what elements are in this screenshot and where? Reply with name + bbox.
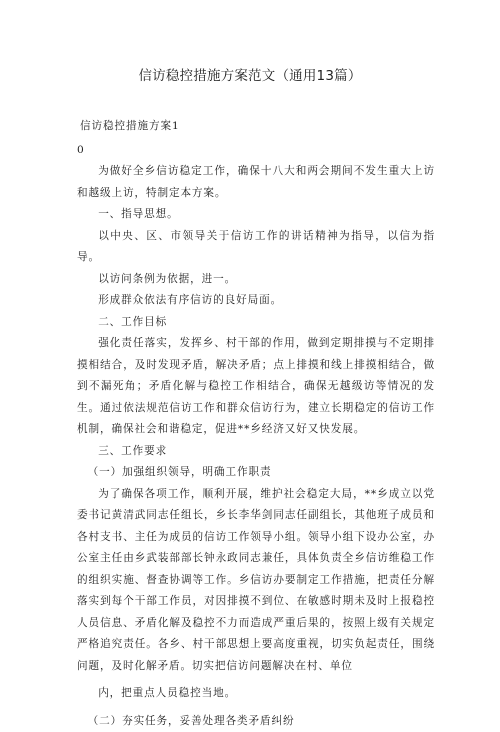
heading-work-requirements: 三、工作要求: [77, 441, 435, 463]
paragraph-organization: 为了确保各项工作，顺利开展，维护社会稳定大局，**乡成立以党委书记黄清武同志任组长，乡长李华剑同志任副组长，其他班子成员和各村支书、主任为成员的信访工作领导小组。领导小组下设办公室，办公室主任由乡武装部部长钟永政同志兼任，具体负责全乡信访维稳工作的组织实施、督查协调等工作。乡信访办要制定工作措施，把责任分解落实到每个干部工作员，对因排摸不到位、在敏感时期未及时上报稳控人员信息、矛盾化解及稳控不力而造成严重后果的，按照上级有关规定严格追究责任。各乡、村干部思想上要高度重视，切实负起责任，围绕问题，及时化解矛盾。切实把信访问题解决在村、单位: [77, 484, 435, 678]
subheading-tasks: （二）夯实任务，妥善处理各类矛盾纠纷: [77, 711, 435, 732]
paragraph-stabilize: 内，把重点人员稳控当地。: [77, 683, 435, 705]
section-heading: 信访稳控措施方案1: [80, 116, 435, 138]
heading-guiding-ideology: 一、指导思想。: [77, 204, 435, 226]
subheading-organization: （一）加强组织领导，明确工作职责: [77, 462, 435, 484]
paragraph-goals: 强化责任落实，发挥乡、村干部的作用，做到定期排摸与不定期排摸相结合，及时发现矛盾，解决矛盾；点上排摸和线上排摸相结合，做到不漏死角；矛盾化解与稳控工作相结合，确保无越级访等情况的发生。通过依法规范信访工作和群众信访行为，建立长期稳定的信访工作机制，确保社会和谐稳定，促进**乡经济又好又快发展。: [77, 333, 435, 441]
heading-work-goals: 二、工作目标: [77, 312, 435, 334]
document-title: 信访稳控措施方案范文（通用13篇）: [0, 64, 500, 84]
paragraph-regulation: 以访问条例为依据，进一。: [77, 269, 435, 291]
paragraph-intro: 为做好全乡信访稳定工作，确保十八大和两会期间不发生重大上访和越级上访，特制定本方案。: [77, 161, 435, 204]
document-body: [77, 116, 435, 732]
paragraph-order: 形成群众依法有序信访的良好局面。: [77, 290, 435, 312]
section-number: 0: [77, 140, 435, 162]
paragraph-guidance: 以中央、区、市领导关于信访工作的讲话精神为指导，以信为指导。: [77, 226, 435, 269]
